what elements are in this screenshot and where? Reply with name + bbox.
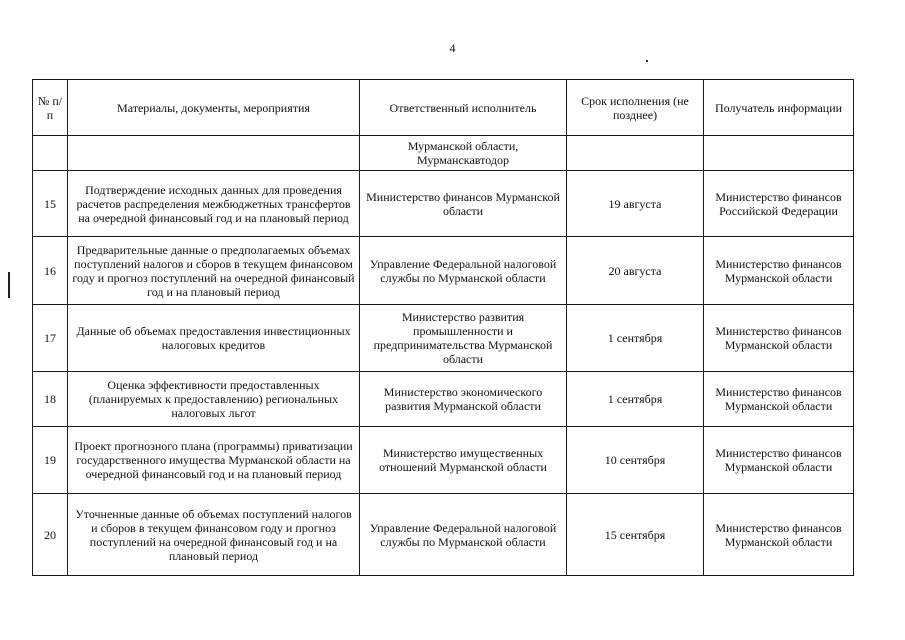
cell-number: 16 xyxy=(33,237,68,305)
table-row-continuation xyxy=(33,136,854,171)
scan-artifact-dot xyxy=(646,60,648,62)
table-header-row xyxy=(33,80,854,136)
cell-recipient xyxy=(704,136,854,171)
header-responsible: Ответственный исполнитель xyxy=(360,80,567,136)
schedule-table xyxy=(32,79,854,576)
table-row xyxy=(33,305,854,372)
cell-materials: Уточненные данные об объемах поступлений налогов и сборов в текущем финансовом году и прогноз поступлений на очередной финансовый год и на плановый период xyxy=(68,494,360,576)
cell-recipient: Министерство финансов Мурманской области xyxy=(704,494,854,576)
cell-number: 15 xyxy=(33,171,68,237)
cell-deadline: 15 сентября xyxy=(567,494,704,576)
cell-materials: Предварительные данные о предполагаемых объемах поступлений налогов и сборов в текущем финансовом году и прогноз поступлений на очередной финансовый год и на плановый период xyxy=(68,237,360,305)
cell-responsible: Управление Федеральной налоговой службы по Мурманской области xyxy=(360,237,567,305)
table-row xyxy=(33,171,854,237)
cell-recipient: Министерство финансов Мурманской области xyxy=(704,237,854,305)
cell-materials: Проект прогнозного плана (программы) приватизации государственного имущества Мурманской области на очередной финансовый год и на плановый период xyxy=(68,427,360,494)
cell-materials xyxy=(68,136,360,171)
cell-number: 20 xyxy=(33,494,68,576)
table-row xyxy=(33,427,854,494)
cell-responsible: Министерство финансов Мурманской области xyxy=(360,171,567,237)
cell-deadline: 20 августа xyxy=(567,237,704,305)
cell-responsible: Министерство имущественных отношений Мурманской области xyxy=(360,427,567,494)
table-row xyxy=(33,494,854,576)
cell-materials: Подтверждение исходных данных для проведения расчетов распределения межбюджетных трансфертов на очередной финансовый год и на плановый период xyxy=(68,171,360,237)
cell-recipient: Министерство финансов Российской Федерации xyxy=(704,171,854,237)
header-number: № п/п xyxy=(33,80,68,136)
cell-materials: Оценка эффективности предоставленных (планируемых к предоставлению) региональных налоговых льгот xyxy=(68,372,360,427)
header-recipient: Получатель информации xyxy=(704,80,854,136)
cell-deadline: 10 сентября xyxy=(567,427,704,494)
table-row xyxy=(33,372,854,427)
cell-number: 19 xyxy=(33,427,68,494)
cell-responsible: Министерство развития промышленности и предпринимательства Мурманской области xyxy=(360,305,567,372)
cell-number xyxy=(33,136,68,171)
scan-margin-mark xyxy=(8,272,10,298)
cell-materials: Данные об объемах предоставления инвестиционных налоговых кредитов xyxy=(68,305,360,372)
cell-number: 18 xyxy=(33,372,68,427)
cell-number: 17 xyxy=(33,305,68,372)
cell-recipient: Министерство финансов Мурманской области xyxy=(704,372,854,427)
cell-responsible: Мурманской области, Мурманскавтодор xyxy=(360,136,567,171)
table-row xyxy=(33,237,854,305)
page-number: 4 xyxy=(449,41,456,55)
header-materials: Материалы, документы, мероприятия xyxy=(68,80,360,136)
cell-responsible: Управление Федеральной налоговой службы по Мурманской области xyxy=(360,494,567,576)
cell-recipient: Министерство финансов Мурманской области xyxy=(704,427,854,494)
cell-deadline xyxy=(567,136,704,171)
cell-responsible: Министерство экономического развития Мурманской области xyxy=(360,372,567,427)
cell-deadline: 1 сентября xyxy=(567,372,704,427)
cell-deadline: 19 августа xyxy=(567,171,704,237)
cell-deadline: 1 сентября xyxy=(567,305,704,372)
cell-recipient: Министерство финансов Мурманской области xyxy=(704,305,854,372)
header-deadline: Срок исполнения (не позднее) xyxy=(567,80,704,136)
